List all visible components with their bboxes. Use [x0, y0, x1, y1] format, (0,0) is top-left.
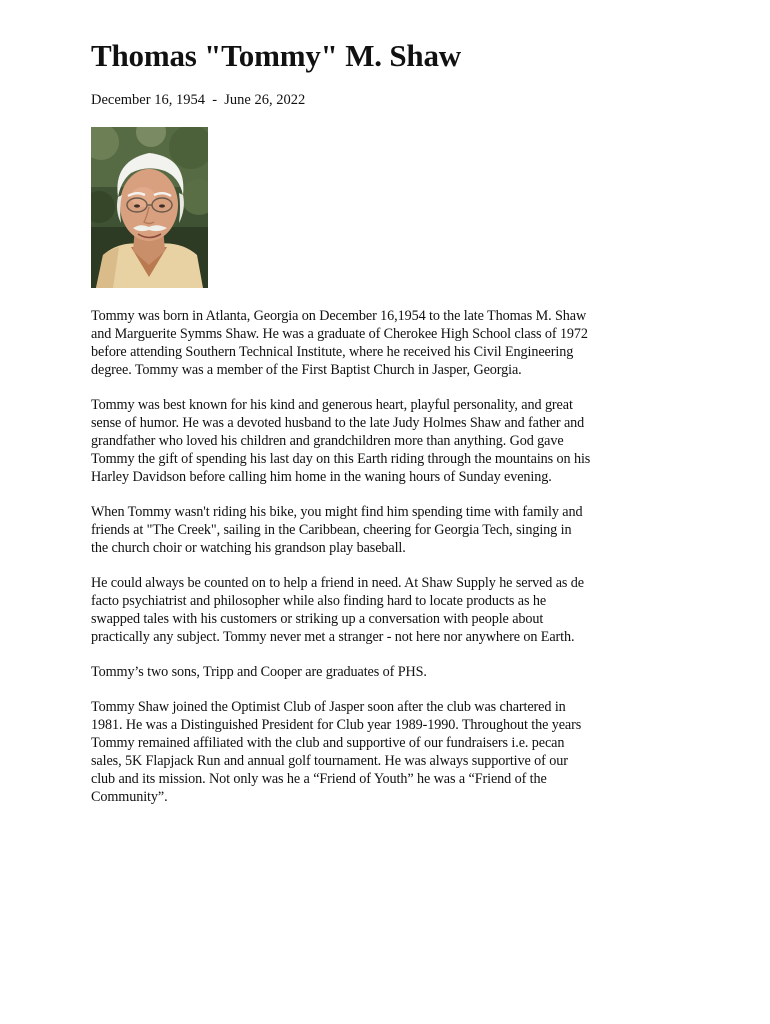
paragraph-work: He could always be counted on to help a friend in need. At Shaw Supply he served as de facto psychiatrist and philosopher while also finding hard to locate products as he swapped tales with his customers or striking up a conversation with people about practically any subject. Tommy never met a stranger - not here nor anywhere on Earth.	[91, 575, 584, 645]
paragraph-sons: Tommy’s two sons, Tripp and Cooper are graduates of PHS.	[91, 664, 427, 680]
portrait-image	[91, 127, 208, 288]
paragraph-hobbies: When Tommy wasn't riding his bike, you might find him spending time with family and friends at "The Creek", sailing in the Caribbean, cheering for Georgia Tech, singing in the church choir or watching his grandson play baseball.	[91, 504, 583, 556]
page-title: Thomas "Tommy" M. Shaw	[91, 38, 461, 73]
obituary-body	[91, 307, 651, 823]
paragraph-birth: Tommy was born in Atlanta, Georgia on December 16,1954 to the late Thomas M. Shaw and Marguerite Symms Shaw. He was a graduate of Cherokee High School class of 1972 before attending Southern Technical Institute, where he received his Civil Engineering degree. Tommy was a member of the First Baptist Church in Jasper, Georgia.	[91, 308, 588, 378]
paragraph-optimist-club: Tommy Shaw joined the Optimist Club of Jasper soon after the club was chartered in 1981. He was a Distinguished President for Club year 1989-1990. Throughout the years Tommy remained affiliated with the club and supportive of our fundraisers i.e. pecan sales, 5K Flapjack Run and annual golf tournament. He was always supportive of our club and its mission. Not only was he a “Friend of Youth” he was a “Friend of the Community”.	[91, 699, 582, 805]
portrait-photo	[91, 127, 208, 288]
life-dates: December 16, 1954 - June 26, 2022	[91, 92, 306, 108]
paragraph-character: Tommy was best known for his kind and generous heart, playful personality, and great sense of humor. He was a devoted husband to the late Judy Holmes Shaw and father and grandfather who loved his children and grandchildren more than anything. God gave Tommy the gift of spending his last day on this Earth riding through the mountains on his Harley Davidson before calling him home in the waning hours of Sunday evening.	[91, 397, 591, 485]
